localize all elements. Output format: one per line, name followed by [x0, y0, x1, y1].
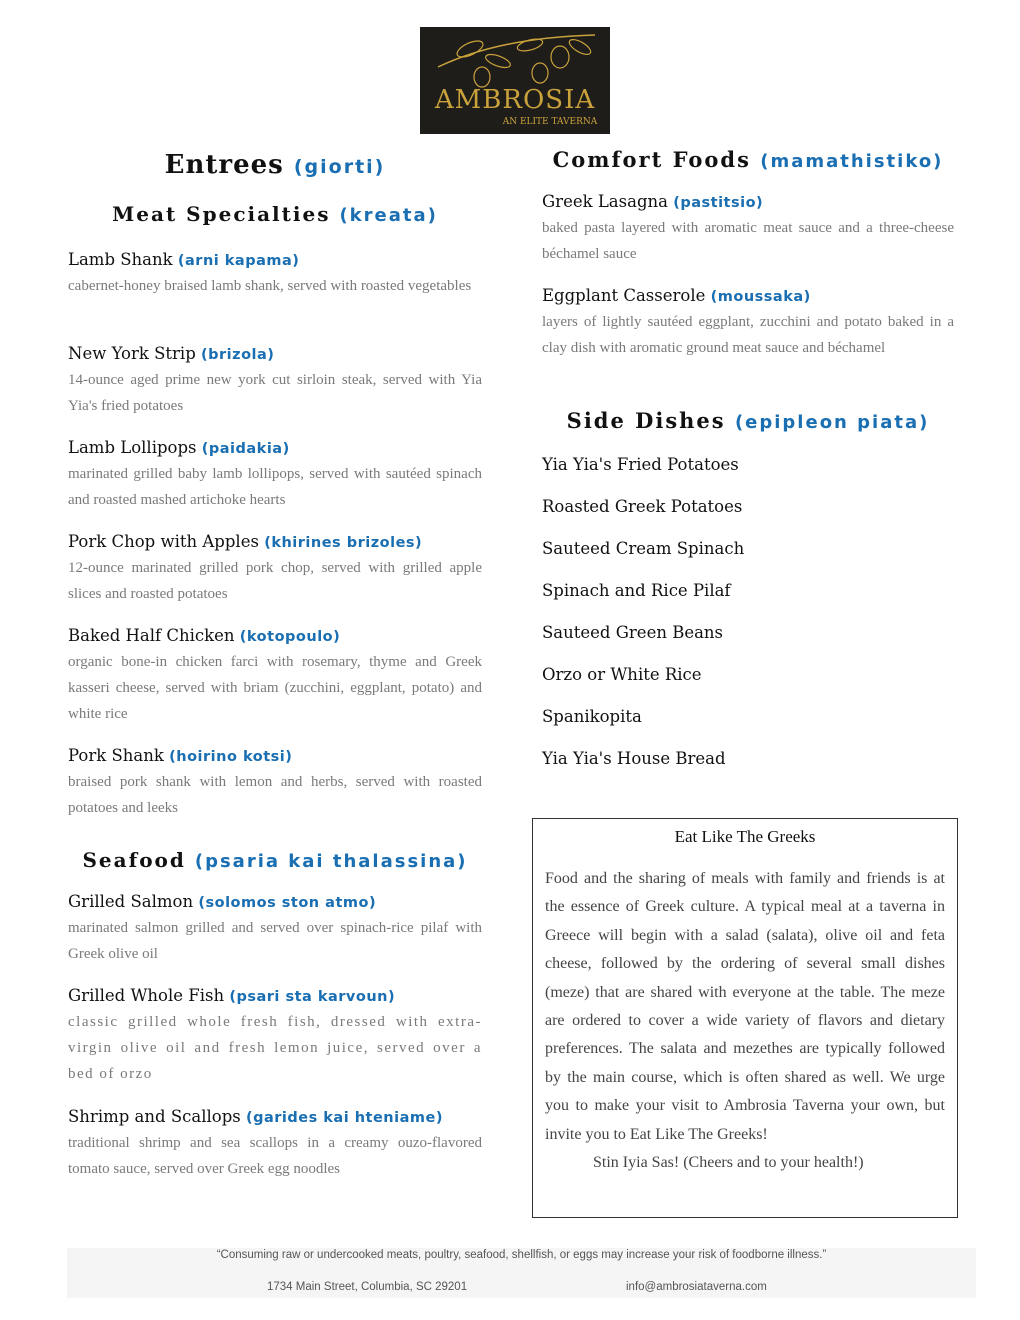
entrees-title: Entrees (giorti)	[164, 150, 386, 180]
info-title: Eat Like The Greeks	[674, 827, 816, 846]
footer-disclaimer: “Consuming raw or undercooked meats, poultry, seafood, shellfish, or eggs may increase your risk of foodborne illness.”	[216, 1249, 827, 1261]
footer-address: 1734 Main Street, Columbia, SC 29201	[267, 1281, 468, 1293]
menu-item: New York Strip (brizola) 14-ounce aged prime new york cut sirloin steak, served with Yia Yia's fried potatoes	[68, 344, 482, 414]
info-body: Food and the sharing of meals with family and friends is at the essence of Greek culture. A typical meal at a taverna in Greece will begin with a salad (salata), olive oil and feta cheese, followed by the ordering of several small dishes (meze) that are shared with everyone at the table. The meze are ordered to cover a wide variety of flavors and dietary preferences. The salata and mezethes are typically followed by the main course, which is often shared as well. We urge you to make your visit to Ambrosia Taverna your own, but invite you to Eat Like The Greeks!	[545, 870, 945, 1143]
left-column	[68, 150, 482, 1199]
list-item: Orzo or White Rice	[542, 665, 702, 684]
menu-item: Grilled Whole Fish (psari sta karvoun) classic grilled whole fresh fish, dressed with extra-virgin olive oil and fresh lemon juice, served over a bed of orzo	[68, 986, 482, 1082]
info-cheers: Stin Iyia Sas! (Cheers and to your health!)	[593, 1154, 864, 1172]
menu-item: Greek Lasagna (pastitsio) baked pasta layered with aromatic meat sauce and a three-cheese béchamel sauce	[542, 192, 954, 262]
list-item: Spinach and Rice Pilaf	[542, 581, 731, 600]
list-item: Yia Yia's House Bread	[542, 749, 726, 768]
seafood-title: Seafood (psaria kai thalassina)	[82, 848, 468, 872]
footer	[67, 1248, 976, 1298]
menu-item: Pork Chop with Apples (khirines brizoles) 12-ounce marinated grilled pork chop, served with grilled apple slices and roasted potatoes	[68, 532, 482, 602]
info-box	[532, 818, 958, 1218]
list-item: Sauteed Green Beans	[542, 623, 724, 642]
right-column	[542, 147, 954, 789]
logo-name: AMBROSIA	[434, 85, 596, 115]
menu-item: Baked Half Chicken (kotopoulo) organic bone-in chicken farci with rosemary, thyme and Greek kasseri cheese, served with briam (zucchini, eggplant, potato) and white rice	[68, 626, 482, 722]
footer-email[interactable]: info@ambrosiataverna.com	[626, 1281, 767, 1293]
menu-item: Grilled Salmon (solomos ston atmo) marinated salmon grilled and served over spinach-rice pilaf with Greek olive oil	[68, 892, 482, 962]
comfort-title: Comfort Foods (mamathistiko)	[552, 147, 944, 172]
list-item: Roasted Greek Potatoes	[542, 497, 743, 516]
menu-item: Lamb Lollipops (paidakia) marinated grilled baby lamb lollipops, served with sautéed spinach and roasted mashed artichoke hearts	[68, 438, 482, 508]
list-item: Yia Yia's Fried Potatoes	[542, 455, 739, 474]
sides-title: Side Dishes (epipleon piata)	[566, 408, 930, 433]
list-item: Sauteed Cream Spinach	[542, 539, 745, 558]
side-dishes-list	[542, 453, 954, 789]
logo-tagline: AN ELITE TAVERNA	[502, 117, 598, 127]
meat-title: Meat Specialties (kreata)	[112, 202, 438, 226]
menu-item: Eggplant Casserole (moussaka) layers of lightly sautéed eggplant, zucchini and potato baked in a clay dish with aromatic ground meat sauce and béchamel	[542, 286, 954, 356]
logo	[420, 27, 610, 134]
list-item: Spanikopita	[542, 707, 642, 726]
menu-item: Lamb Shank (arni kapama) cabernet-honey braised lamb shank, served with roasted vegetables	[68, 250, 472, 294]
menu-item: Shrimp and Scallops (garides kai hteniame) traditional shrimp and sea scallops in a creamy ouzo-flavored tomato sauce, served over Greek egg noodles	[68, 1107, 482, 1177]
menu-item: Pork Shank (hoirino kotsi) braised pork shank with lemon and herbs, served with roasted potatoes and leeks	[68, 746, 482, 816]
